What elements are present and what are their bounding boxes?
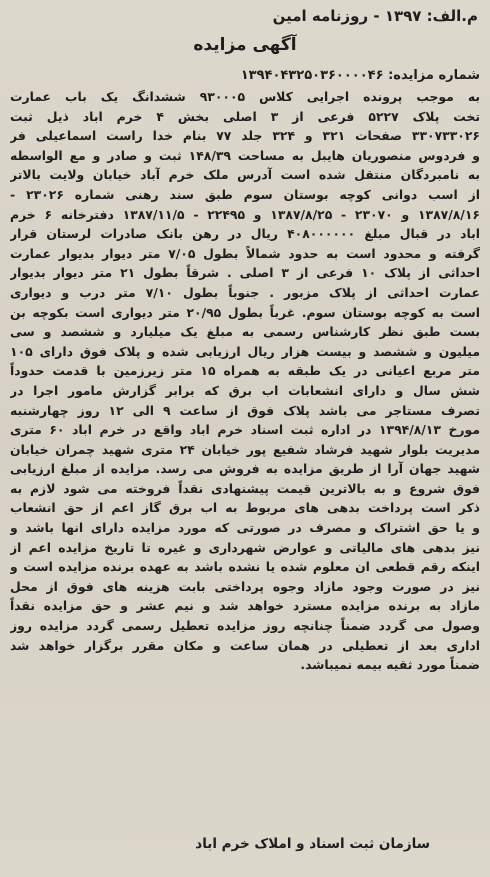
body-line: نیز در صورت وجود مازاد وجوه پرداختی بابت هزینه های فوق از محل <box>10 578 480 594</box>
body-line: تخت پلاک ۵۲۲۷ فرعی از ۳ اصلی بخش ۴ خرم اباد ذیل ثبت <box>10 108 480 124</box>
body-line: ۱۳۸۷/۸/۱۶ و ۲۳۰۷۰ - ۱۳۸۷/۸/۲۵ و ۲۲۴۹۵ - ۱۳۸۷/۱۱/۵ دفترخانه ۶ خرم <box>10 206 480 222</box>
body-line: و فردوس منصوریان هایبل به مساحت ۱۴۸/۳۹ ثبت و صادر و مع الواسطه <box>10 147 480 163</box>
body-line: است به کوچه بوستان سوم. غرباً بطول ۲۰/۹۵ متر دیواری است بکوچه بن <box>10 304 480 320</box>
body-line: میلیون و ششصد و بیست هزار ریال ارزیابی شده و پلاک فوق دارای ۱۰۵ <box>10 343 480 359</box>
newspaper-header: م.الف: ۱۳۹۷ - روزنامه امین <box>272 7 478 25</box>
body-line: شش سال و دارای انشعابات اب برق که برابر گزارش مامور اجرا در <box>10 382 480 398</box>
body-line: تصرف مستاجر می باشد پلاک فوق از ساعت ۹ الی ۱۲ روز چهارشنبه <box>10 402 480 418</box>
body-line: وصول می گردد ضمناً چنانچه روز مزایده تعطیل رسمی گردد مزایده روز <box>10 618 480 634</box>
body-line: نیز بدهی های مالیاتی و عوارض شهرداری و غیره تا تاریخ مزایده اعم از <box>10 539 480 555</box>
body-line: متر مربع اعیانی در یک طبقه به همراه ۱۵ متر زیرزمین با قدمت حدوداً <box>10 363 480 379</box>
body-line: بست طبق نظر کارشناس رسمی به مبلغ یک میلیارد و ششصد و سی <box>10 324 480 340</box>
body-line: مازاد به برنده مزایده مسترد خواهد شد و نیم عشر و حق مزایده نقداً <box>10 598 480 614</box>
body-line: مدیریت بلوار شهید فرشاد شفیع پور خیابان ۲۴ متری شهید چمران خیابان <box>10 441 480 457</box>
body-line: مورخ ۱۳۹۴/۸/۱۳ در اداره ثبت اسناد خرم اباد واقع در خرم اباد ۶۰ متری <box>10 422 480 438</box>
notice-body <box>8 87 482 675</box>
body-line: اینکه رقم قطعی ان معلوم شده یا نشده باشد به عهده برنده مزایده است و <box>10 559 480 575</box>
body-line: اباد در قبال مبلغ ۴۰۸۰۰۰۰۰۰ ریال در رهن بانک صادرات لرستان قرار <box>10 226 480 242</box>
body-line: ذکر است پرداخت بدهی های مربوط به اب برق گاز اعم از حق انشعاب <box>10 500 480 516</box>
body-line: به نامبردگان منتقل شده است آدرس ملک خرم آباد خیابان ولایت بالاتر <box>10 167 480 183</box>
body-line: و یا حق اشتراک و مصرف در صورتی که مورد مزایده دارای انها باشد و <box>10 520 480 536</box>
body-line: فوق شروع و به بالاترین قیمت پیشنهادی نقداً فروخته می شود لازم به <box>10 480 480 496</box>
body-line: به موجب پرونده اجرایی کلاس ۹۳۰۰۰۵ ششدانگ یک باب عمارت <box>10 89 480 104</box>
body-line: اداری بعد از تعطیلی در همان ساعت و مکان مقرر برگزار خواهد شد <box>10 637 480 653</box>
body-line: احداثی از پلاک ۱۰ فرعی از ۳ اصلی . شرقاً بطول ۲۱ متر دیوار بدیوار <box>10 265 480 281</box>
body-line: شهید جهان آرا از طریق مزایده به فروش می رسد. مزایده از مبلغ ارزیابی <box>10 461 480 477</box>
body-line: عمارت احداثی از پلاک مزبور . جنوباً بطول ۷/۱۰ متر درب و دیواری <box>10 284 480 300</box>
auction-number: شماره مزایده: ۱۳۹۴۰۴۳۲۵۰۳۶۰۰۰۰۴۶ <box>240 68 480 83</box>
body-line: گرفته و محدود است به حدود شمالاً بطول ۷/۰۵ متر دیوار بدیوار عمارت <box>10 245 480 261</box>
notice-title: آگهی مزایده <box>193 35 297 55</box>
issuing-organization: سازمان ثبت اسناد و املاک خرم اباد <box>195 836 430 852</box>
body-line: از اسب دوانی کوچه بوستان سوم طبق سند رهنی شماره ۲۳۰۲۶ - <box>10 186 480 202</box>
body-line: ۳۳۰۷۳۳۰۲۶ صفحات ۳۲۱ و ۳۲۴ جلد ۷۷ بنام خدا راست اسماعیلی فر <box>10 128 480 144</box>
body-line: ضمناً مورد ثقیه بیمه نمیباشد. <box>300 657 480 673</box>
